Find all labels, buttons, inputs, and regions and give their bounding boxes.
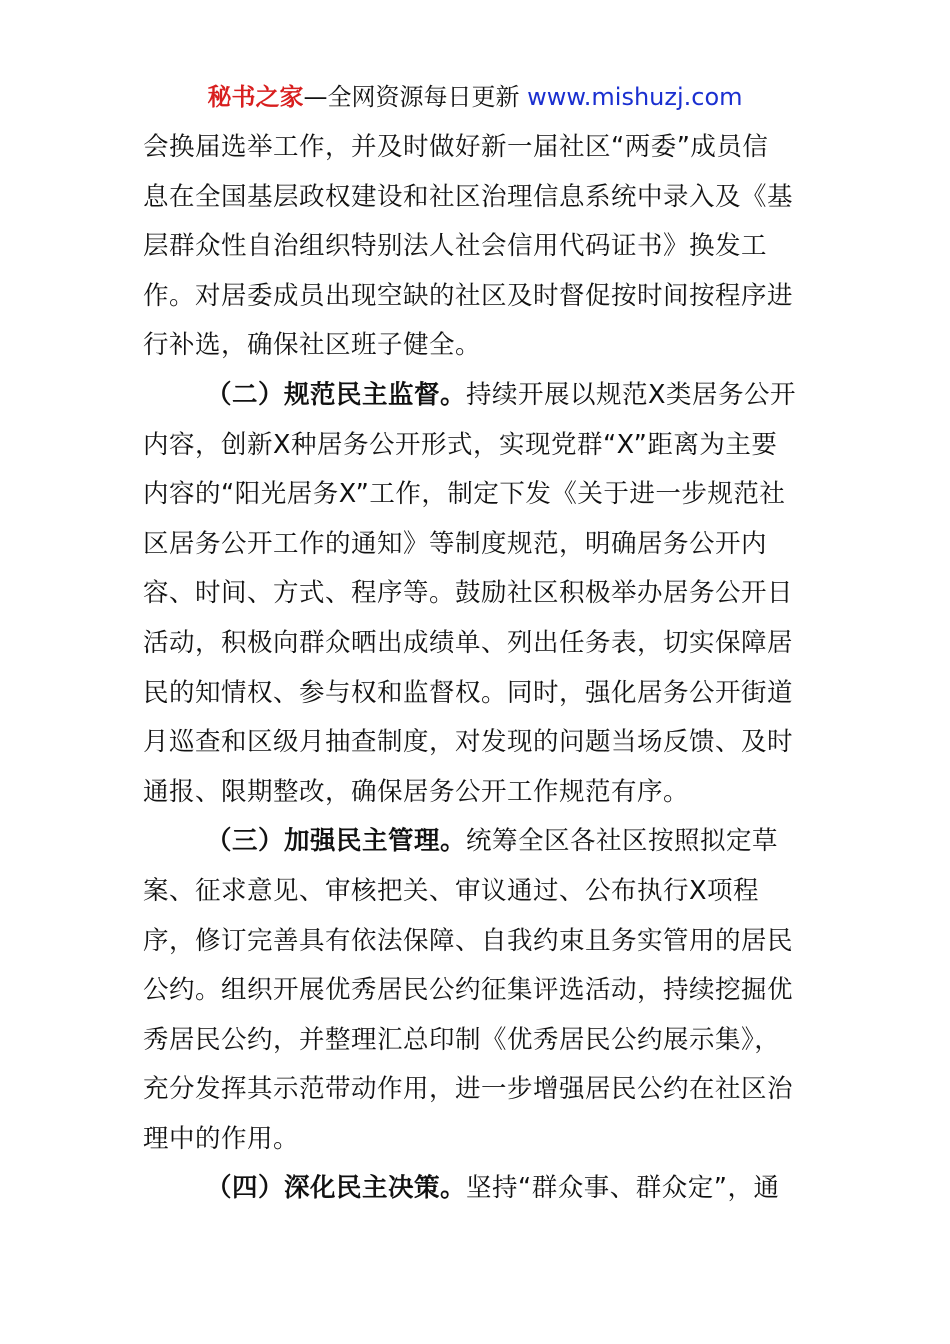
- section-heading: （四）深化民主决策。: [206, 1173, 467, 1204]
- section-heading: （二）规范民主监督。: [206, 379, 467, 410]
- site-brand: 秘书之家: [207, 83, 304, 111]
- text-line: 秀居民公约，并整理汇总印制《优秀居民公约展示集》，: [143, 1024, 781, 1055]
- text-line: 层群众性自治组织特别法人社会信用代码证书》换发工: [143, 231, 768, 262]
- text-line: 活动，积极向群众晒出成绩单、列出任务表，切实保障居: [143, 627, 794, 658]
- text-line: 月巡查和区级月抽查制度，对发现的问题当场反馈、及时: [143, 727, 794, 758]
- text-line: 通报、限期整改，确保居务公开工作规范有序。: [143, 776, 690, 807]
- text-line: 内容的“阳光居务X”工作，制定下发《关于进一步规范社: [143, 479, 786, 510]
- text-line: 理中的作用。: [143, 1123, 300, 1154]
- text-line: 序，修订完善具有依法保障、自我约束且务实管用的居民: [143, 925, 794, 956]
- section-heading: （三）加强民主管理。: [206, 826, 467, 857]
- text-span: 持续开展以规范X类居务公开: [466, 379, 796, 410]
- text-line: 民的知情权、参与权和监督权。同时，强化居务公开街道: [143, 677, 794, 708]
- text-line: 作。对居委成员出现空缺的社区及时督促按时间按程序进: [143, 280, 794, 311]
- text-line: 息在全国基层政权建设和社区治理信息系统中录入及《基: [143, 181, 794, 212]
- site-url-link[interactable]: www.mishuzj.com: [527, 83, 743, 111]
- paragraph-continuation: [143, 123, 807, 371]
- text-span: 坚持“群众事、群众定”，通: [466, 1173, 780, 1204]
- text-line: 行补选，确保社区班子健全。: [143, 330, 482, 361]
- site-header: [0, 80, 950, 114]
- text-line: 公约。组织开展优秀居民公约征集评选活动，持续挖掘优: [143, 975, 794, 1006]
- paragraph-democratic-supervision: [143, 371, 807, 817]
- text-line: [143, 371, 807, 421]
- text-line: 区居务公开工作的通知》等制度规范，明确居务公开内: [143, 528, 768, 559]
- paragraph-democratic-decision: [143, 1164, 807, 1214]
- paragraph-democratic-management: [143, 817, 807, 1164]
- site-tagline: —全网资源每日更新: [303, 83, 520, 111]
- text-line: 充分发挥其示范带动作用，进一步增强居民公约在社区治: [143, 1074, 794, 1105]
- text-line: [143, 1164, 807, 1214]
- text-line: [143, 817, 807, 867]
- text-line: 会换届选举工作，并及时做好新一届社区“两委”成员信: [143, 132, 769, 162]
- text-line: 内容，创新X种居务公开形式，实现党群“X”距离为主要: [143, 429, 778, 460]
- document-body: [143, 123, 807, 1214]
- text-line: 案、征求意见、审核把关、审议通过、公布执行X项程: [143, 875, 759, 906]
- text-span: 统筹全区各社区按照拟定草: [466, 826, 779, 857]
- text-line: 容、时间、方式、程序等。鼓励社区积极举办居务公开日: [143, 578, 794, 609]
